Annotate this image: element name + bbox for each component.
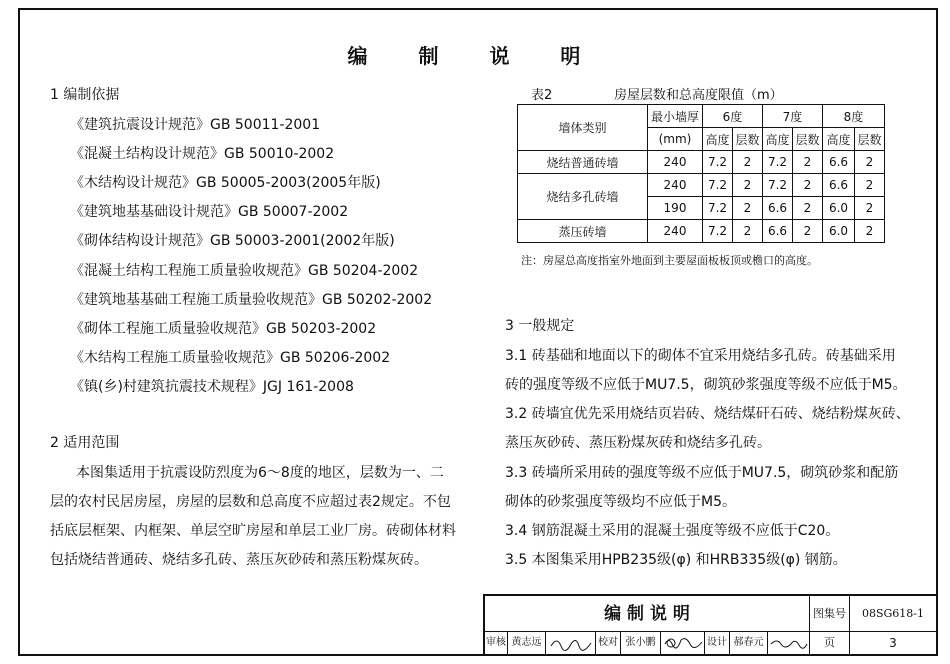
checker-signature	[661, 632, 705, 654]
title-block-name: 编 制 说 明	[485, 596, 810, 632]
section-1-heading: 1 编制依据	[50, 87, 120, 103]
table-cell: 190	[648, 197, 703, 220]
header-6-degree: 6度	[703, 105, 763, 128]
page-title: 编 制 说 明	[347, 44, 603, 68]
table-cell: 240	[648, 151, 703, 174]
table-cell: 7.2	[703, 174, 733, 197]
paragraph-line: 蒸压灰砂砖、蒸压粉煤灰砖和烧结多孔砖。	[505, 435, 771, 451]
reference-item: 《建筑地基基础设计规范》GB 50007-2002	[70, 204, 349, 220]
table-cell: 7.2	[703, 151, 733, 174]
paragraph-line: 砖的强度等级不应低于MU7.5，砌筑砂浆强度等级不应低于M5。	[505, 377, 907, 393]
table-cell: 7.2	[703, 220, 733, 243]
header-unit: (mm)	[648, 128, 703, 151]
header-floors: 层数	[733, 128, 763, 151]
header-wall-type: 墙体类别	[518, 105, 648, 151]
header-height: 高度	[823, 128, 855, 151]
table-cell: 6.0	[823, 220, 855, 243]
title-block	[483, 594, 938, 656]
reference-item: 《砌体结构设计规范》GB 50003-2001(2002年版)	[70, 233, 395, 249]
header-floors: 层数	[793, 128, 823, 151]
table-cell: 7.2	[763, 174, 793, 197]
section-3-heading: 3 一般规定	[505, 318, 575, 334]
table-cell: 2	[855, 220, 885, 243]
table-row	[518, 220, 885, 243]
paragraph-line: 本图集适用于抗震设防烈度为6～8度的地区，层数为一、二	[76, 465, 444, 481]
header-min-thickness: 最小墙厚	[648, 105, 703, 128]
reviewer-signature	[546, 632, 596, 654]
paragraph-line: 砌体的砂浆强度等级均不应低于M5。	[505, 494, 736, 510]
reference-item: 《建筑地基基础工程施工质量验收规范》GB 50202-2002	[70, 292, 433, 308]
wall-type-cell: 烧结多孔砖墙	[518, 174, 648, 220]
paragraph-line: 包括烧结普通砖、烧结多孔砖、蒸压灰砂砖和蒸压粉煤灰砖。	[50, 552, 428, 568]
table-cell: 2	[793, 151, 823, 174]
table-cell: 6.6	[823, 151, 855, 174]
header-height: 高度	[763, 128, 793, 151]
table-cell: 2	[793, 197, 823, 220]
table-label: 表2	[531, 88, 553, 103]
table-note: 注：房屋总高度指室外地面到主要屋面板板顶或檐口的高度。	[521, 254, 818, 267]
paragraph-line: 3.5 本图集采用HPB235级(φ) 和HRB335级(φ) 钢筋。	[505, 552, 847, 568]
header-floors: 层数	[855, 128, 885, 151]
table-cell: 2	[733, 197, 763, 220]
reference-item: 《镇(乡)村建筑抗震技术规程》JGJ 161-2008	[70, 379, 354, 395]
reference-item: 《砌体工程施工质量验收规范》GB 50203-2002	[70, 321, 377, 337]
check-label: 校对	[596, 632, 621, 654]
reference-item: 《混凝土结构设计规范》GB 50010-2002	[70, 146, 335, 162]
page-number: 3	[889, 636, 897, 650]
reference-item: 《木结构工程施工质量验收规范》GB 50206-2002	[70, 350, 391, 366]
paragraph-line: 3.1 砖基础和地面以下的砌体不宜采用烧结多孔砖。砖基础采用	[505, 348, 896, 364]
height-limit-table	[517, 104, 885, 243]
atlas-number-label: 图集号	[810, 596, 850, 632]
section-2-heading: 2 适用范围	[50, 435, 120, 451]
table-cell: 2	[733, 174, 763, 197]
paragraph-line: 3.3 砖墙所采用砖的强度等级不应低于MU7.5，砌筑砂浆和配筋	[505, 465, 899, 481]
table-cell: 240	[648, 174, 703, 197]
paragraph-line: 3.2 砖墙宜优先采用烧结页岩砖、烧结煤矸石砖、烧结粉煤灰砖、	[505, 406, 910, 422]
table-cell: 240	[648, 220, 703, 243]
table-caption: 房屋层数和总高度限值（m）	[614, 88, 783, 103]
table-cell: 2	[793, 174, 823, 197]
table-cell: 2	[855, 151, 885, 174]
atlas-number: 08SG618-1	[850, 596, 936, 632]
table-cell: 6.6	[823, 174, 855, 197]
page-label: 页	[810, 632, 850, 654]
checker-name: 张小鹏	[621, 632, 661, 654]
reviewer-name: 黄志远	[508, 632, 546, 654]
table-cell: 6.0	[823, 197, 855, 220]
table-row	[518, 151, 885, 174]
reference-item: 《混凝土结构工程施工质量验收规范》GB 50204-2002	[70, 263, 419, 279]
paragraph-line: 括底层框架、内框架、单层空旷房屋和单层工业厂房。砖砌体材料	[50, 523, 456, 539]
header-7-degree: 7度	[763, 105, 823, 128]
designer-signature	[768, 632, 810, 654]
table-cell: 2	[733, 151, 763, 174]
design-label: 设计	[705, 632, 730, 654]
header-height: 高度	[703, 128, 733, 151]
header-8-degree: 8度	[823, 105, 885, 128]
table-cell: 2	[793, 220, 823, 243]
wall-type-cell: 蒸压砖墙	[518, 220, 648, 243]
reference-item: 《建筑抗震设计规范》GB 50011-2001	[70, 117, 321, 133]
table-cell: 2	[855, 197, 885, 220]
designer-name: 郝春元	[730, 632, 768, 654]
table-cell: 2	[855, 174, 885, 197]
paragraph-line: 层的农村民居房屋，房屋的层数和总高度不应超过表2规定。不包	[50, 494, 451, 510]
table-cell: 2	[733, 220, 763, 243]
table-cell: 7.2	[763, 151, 793, 174]
table-row	[518, 174, 885, 197]
table-cell: 6.6	[763, 197, 793, 220]
table-cell: 7.2	[703, 197, 733, 220]
table-cell: 6.6	[763, 220, 793, 243]
wall-type-cell: 烧结普通砖墙	[518, 151, 648, 174]
review-label: 审核	[485, 632, 508, 654]
reference-item: 《木结构设计规范》GB 50005-2003(2005年版)	[70, 175, 381, 191]
paragraph-line: 3.4 钢筋混凝土采用的混凝土强度等级不应低于C20。	[505, 523, 840, 539]
